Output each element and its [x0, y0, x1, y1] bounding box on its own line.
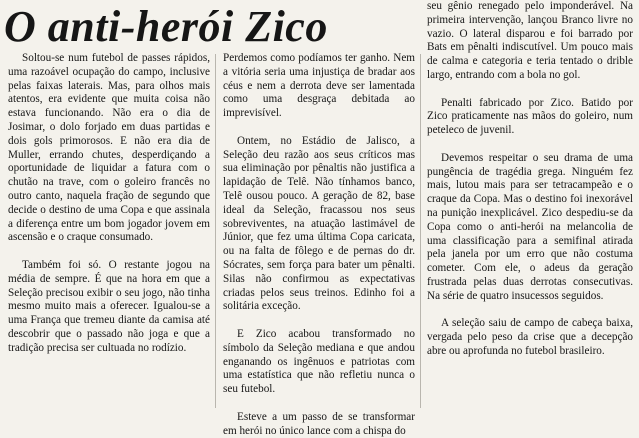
paragraph: Penalti fabricado por Zico. Batido por Zico praticamente nas mãos do goleiro, num peteleco de juvenil.	[427, 96, 633, 137]
column-rule	[215, 54, 216, 408]
paragraph: seu gênio renegado pelo imponderável. Na primeira intervenção, lançou Branco livre no vazio. O lateral disparou e foi barrado por Bats em pênalti indiscutível. Um pouco mais de calma e categoria e teria tentado o drible largo, entrando com a bola no gol.	[427, 0, 633, 81]
paragraph: A seleção saiu de campo de cabeça baixa, vergada pelo peso da crise que a decepção abre ou aprofunda no futebol brasileiro.	[427, 317, 633, 357]
paragraph: Esteve a um passo de se transformar em herói no único lance com a chispa do	[223, 410, 415, 437]
paragraph: Perdemos como podíamos ter ganho. Nem a vitória seria uma injustiça de bradar aos céus e nem a derrota deve ser lamentada como uma desgraça debitada ao imprevisível.	[223, 52, 415, 120]
paragraph: Também foi só. O restante jogou na média de sempre. É que na hora em que a Seleção precisou exibir o seu jogo, não tinha mesmo muito mais a oferecer. Igualou-se a uma França que tremeu diante da camisa até descobrir que o passado não joga e que a tradição precisa ser cultuada no rodízio.	[8, 258, 210, 354]
headline: O anti-herói Zico	[4, 2, 328, 51]
article-column-3	[427, 0, 633, 359]
paragraph: Devemos respeitar o seu drama de uma pungência de tragédia grega. Ninguém fez mais, lutou mais para ser tetracampeão e o craque da Copa. Mas o destino foi inexorável na punição inexplicável. Zico despediu-se da Copa como o anti-herói na melancolia de uma classificação para a semifinal atirada pela janela por um erro que não costuma cometer. Com ele, o adeus da geração frustrada pelas duas derrotas consecutivas. Na série de quatro insucessos seguidos.	[427, 151, 633, 302]
article-column-1	[8, 52, 210, 356]
paragraph: E Zico acabou transformado no símbolo da Seleção mediana e que andou enganando os ingênuos e patriotas com uma estatística que não refletiu nunca o seu futebol.	[223, 327, 415, 396]
column-rule	[420, 54, 421, 408]
paragraph: Soltou-se num futebol de passes rápidos, uma razoável ocupação do campo, inclusive pelas faixas laterais. Mas, para olhos mais atentos, era evidente que muita coisa não estava funcionando. Não era o dia de Josimar, o dolo forjado em duas partidas e dois gols primorosos. E não era dia de Muller, errando chutes, desperdiçando a oportunidade de liquidar a fatura com o chutão na trave, com o goleiro francês no outro canto, naquela fração de segundo que decide o destino de uma Copa e que assinala a diferença entre um bom jogador jovem em ascensão e o craque consumado.	[8, 52, 210, 244]
article-column-2	[223, 52, 415, 438]
paragraph: Ontem, no Estádio de Jalisco, a Seleção deu razão aos seus críticos mas sua eliminação por pênaltis não justifica a lapidação de Telê. Não tínhamos banco, Telê ousou pouco. A geração de 82, base ideal da Seleção, fracassou nos seus sobreviventes, na atuação lastimável de Júnior, que fez uma última Copa caricata, ou na falta de fôlego e de pernas do dr. Sócrates, sem força para bater um pênalti. Silas não confirmou as expectativas criadas pelos seus treinos. Edinho foi a solitária exceção.	[223, 134, 415, 313]
